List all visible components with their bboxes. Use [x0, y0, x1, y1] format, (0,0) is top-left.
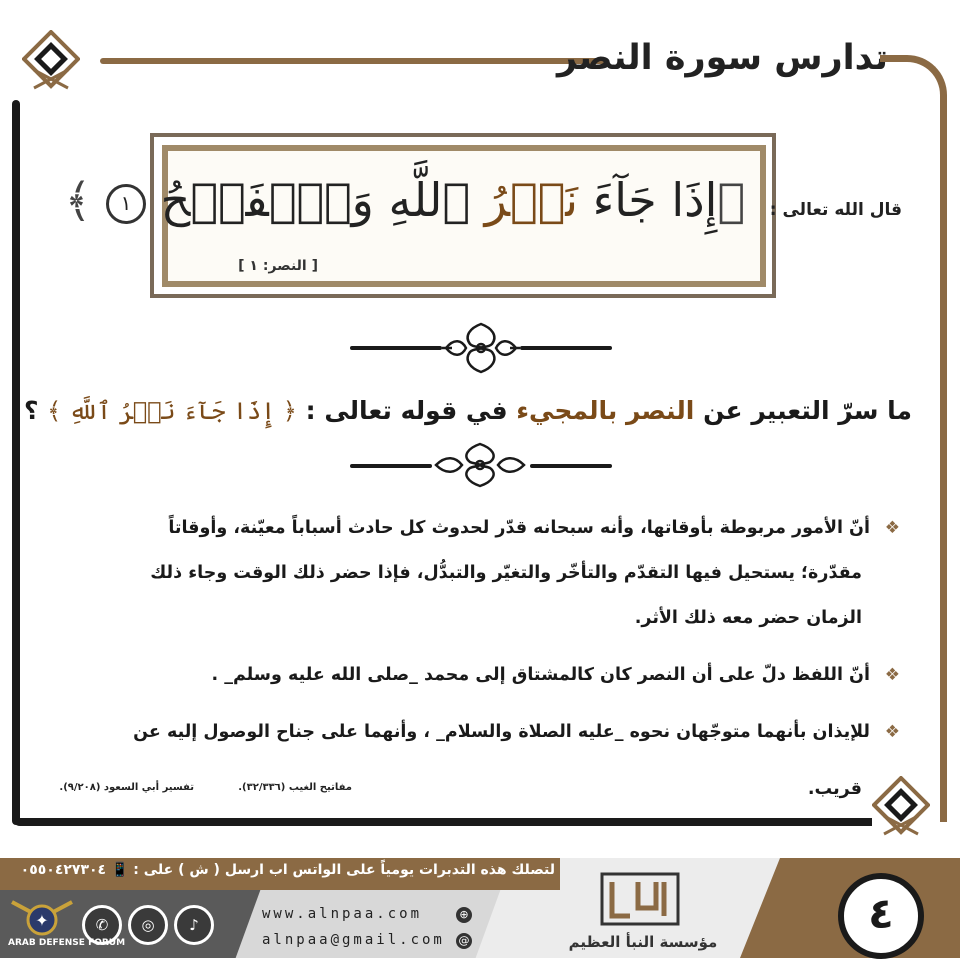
footer-subscribe [10, 862, 555, 886]
page-number: ٤ [838, 873, 924, 959]
bullet-1-line-3: الزمان حضر معه ذلك الأثر. [634, 608, 862, 628]
at-icon: @ [456, 933, 472, 949]
divider-right [520, 346, 612, 350]
divider2-right [530, 464, 612, 468]
question-heading [23, 396, 912, 446]
question-part2: في قوله تعالى : [296, 396, 517, 425]
globe-icon: ⊕ [456, 907, 472, 923]
question-part1: ما سرّ التعبير عن [694, 396, 912, 425]
bullet-3-line-1: للإيذان بأنهما متوجّهان نحوه _عليه الصلاة والسلام_ ، وأنهما على جناح الوصول إليه عن [133, 722, 870, 742]
verse-reference: [ النصر: ١ ] [238, 258, 318, 274]
phone-number[interactable]: ٠٥٥٠٤٢٧٣٠٤ [20, 862, 107, 878]
header-line [100, 58, 608, 64]
bullet-2-line-1: أنّ اللفظ دلّ على أن النصر كان كالمشتاق إلى محمد _صلى الله عليه وسلم_ . [211, 665, 870, 685]
bullet-1-line-1: أنّ الأمور مربوطة بأوقاتها، وأنه سبحانه قدّر لحدوث كل حادث أسباباً معيّنة، وأوقاتاً [168, 518, 870, 538]
verse-highlight: نَصۡرُ [484, 173, 579, 227]
ayah-number: ١ [106, 184, 146, 224]
svg-text:✦: ✦ [35, 911, 49, 930]
organization-logo [600, 868, 680, 930]
verse-text [64, 160, 745, 240]
bottom-logo [872, 776, 930, 838]
top-logo [22, 30, 80, 92]
diamond-bullet-icon: ❖ [884, 665, 900, 685]
phone-icon: 📱 [110, 862, 129, 878]
question-bold: النصر بالمجيء [516, 396, 695, 425]
question-verse: ﴿ إِذَا جَآءَ نَصۡرُ ٱللَّهِ ﴾ [47, 397, 297, 425]
verse-ornament-left: ﴾ [64, 173, 92, 227]
verse-part2: ٱللَّهِ وَٱلۡفَتۡحُ [160, 173, 485, 227]
organization-name: مؤسسة النبأ العظيم [568, 933, 718, 951]
frame-bottom-line [12, 818, 872, 826]
watermark-text: ARAB DEFENSE FORUM [8, 938, 126, 948]
diamond-bullet-icon: ❖ [884, 722, 900, 742]
website-link[interactable]: www.alnpaa.com [262, 906, 423, 922]
frame-left-bar [12, 100, 20, 825]
page-title: تدارس سورة النصر [556, 38, 888, 78]
source-1: مفاتيح الغيب (٣٢/٣٣٦). [238, 782, 352, 793]
source-2: تفسير أبي السعود (٩/٢٠٨). [59, 782, 194, 793]
whatsapp-icon[interactable]: ✆ [82, 905, 122, 945]
flourish-ornament-icon [440, 318, 522, 378]
verse-intro: قال الله تعالى : [769, 200, 902, 220]
bullet-item-1 [60, 506, 900, 641]
subscribe-text: لتصلك هذه التدبرات يومياً على الواتس اب ارسل ( ش ) على : [133, 862, 555, 878]
bullet-3-line-2: قريب. [807, 779, 862, 799]
bullet-list [60, 506, 900, 812]
diamond-bullet-icon: ❖ [884, 518, 900, 538]
bullet-1-line-2: مقدّرة؛ يستحيل فيها التقدّم والتأخّر والتغيّر والتبدُّل، فإذا حضر ذلك الوقت وجاء ذلك [150, 563, 862, 583]
email-link[interactable]: alnpaa@gmail.com [262, 932, 445, 948]
bullet-item-2 [60, 653, 900, 698]
verse-part1: إِذَا جَآءَ [578, 173, 718, 227]
twitter-icon[interactable]: ♪ [174, 905, 214, 945]
divider-left [350, 346, 442, 350]
flourish-ornament-2-icon [430, 440, 530, 490]
instagram-icon[interactable]: ◎ [128, 905, 168, 945]
verse-ornament-right: ﴿ [717, 173, 745, 227]
divider2-left [350, 464, 432, 468]
question-end: ؟ [23, 396, 48, 425]
